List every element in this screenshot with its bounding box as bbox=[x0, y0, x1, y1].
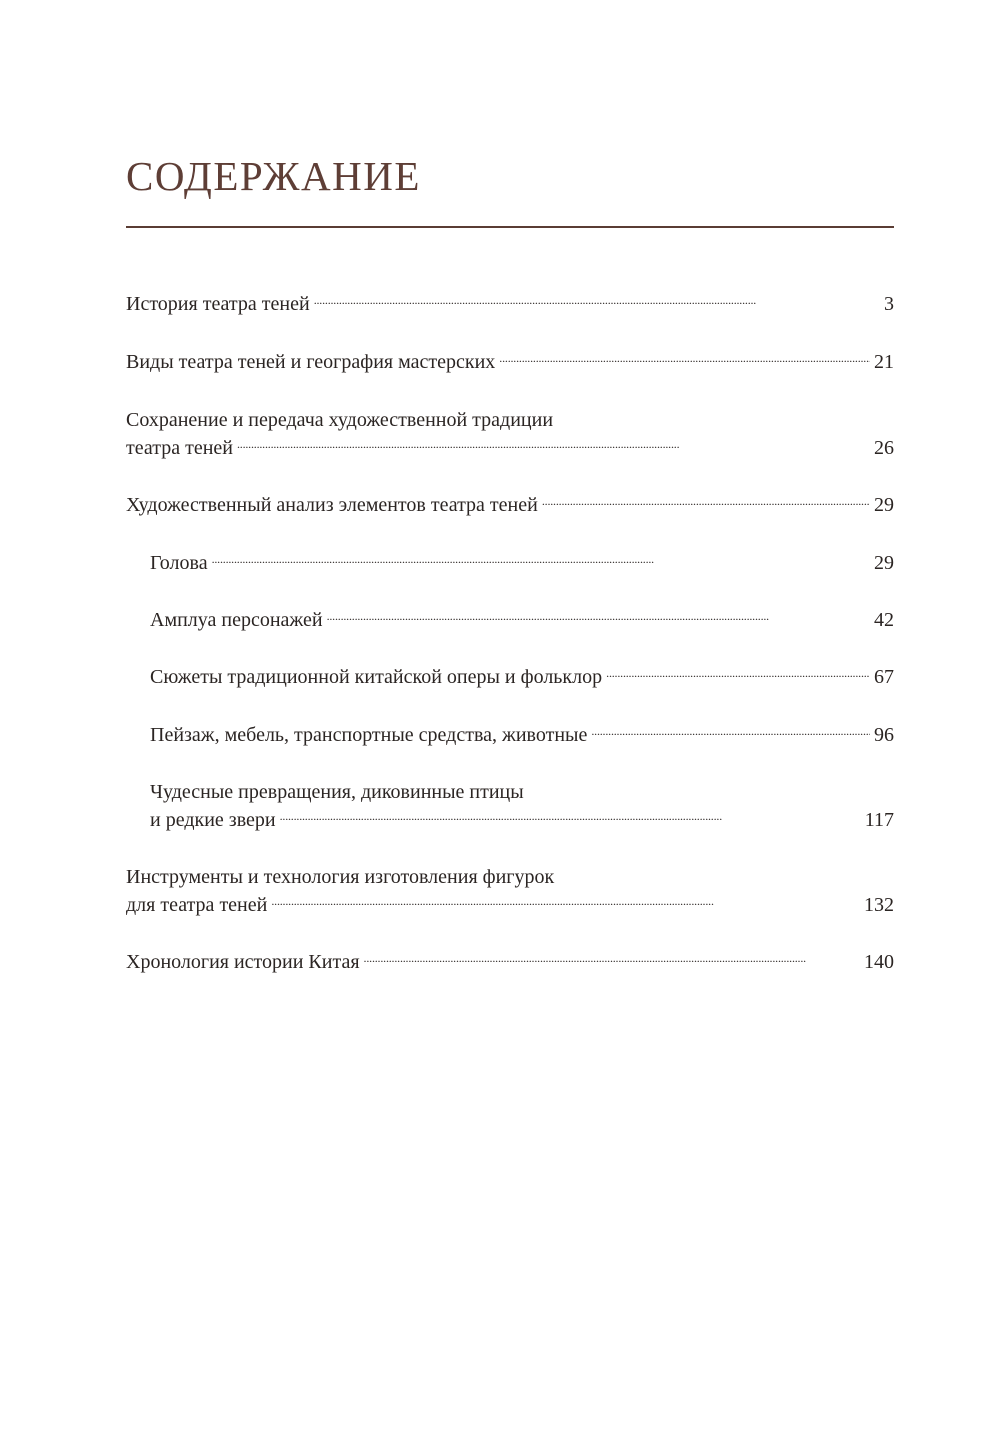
toc-entry-title: театра теней bbox=[126, 437, 233, 459]
dot-leader bbox=[314, 290, 880, 310]
toc-page-number: 96 bbox=[874, 724, 894, 746]
title-rule bbox=[126, 226, 894, 228]
dot-leader bbox=[542, 491, 870, 511]
toc-entry-title: Пейзаж, мебель, транспортные средства, животные bbox=[150, 724, 588, 746]
toc-subentry-roles[interactable] bbox=[150, 606, 894, 634]
toc-page-number: 132 bbox=[864, 894, 894, 916]
toc-entry-types[interactable] bbox=[126, 348, 894, 376]
toc-entry-tools[interactable] bbox=[126, 863, 894, 919]
toc-entry-title-line1: Чудесные превращения, диковинные птицы bbox=[150, 781, 524, 803]
toc-entry-title: для театра теней bbox=[126, 894, 268, 916]
toc-page-number: 67 bbox=[874, 666, 894, 688]
toc-entry-analysis[interactable] bbox=[126, 491, 894, 519]
toc-page-number: 3 bbox=[884, 293, 894, 315]
toc-entry-title: Сюжеты традиционной китайской оперы и фольклор bbox=[150, 666, 603, 688]
toc-page-number: 140 bbox=[864, 951, 894, 973]
dot-leader bbox=[212, 549, 870, 569]
toc-entry-chronology[interactable] bbox=[126, 948, 894, 976]
toc-subentry-landscape[interactable] bbox=[150, 721, 894, 749]
page-title: СОДЕРЖАНИЕ bbox=[126, 153, 421, 199]
dot-leader bbox=[280, 806, 861, 826]
dot-leader bbox=[237, 434, 870, 454]
toc-entry-title: Голова bbox=[150, 552, 208, 574]
toc-page-number: 42 bbox=[874, 609, 894, 631]
toc-page-number: 26 bbox=[874, 437, 894, 459]
toc-subentry-plots[interactable] bbox=[150, 663, 894, 691]
dot-leader bbox=[606, 663, 870, 683]
toc-entry-title-line1: Инструменты и технология изготовления фигурок bbox=[126, 866, 555, 888]
toc-entry-preservation[interactable] bbox=[126, 406, 894, 462]
toc-entry-title-line1: Сохранение и передача художественной традиции bbox=[126, 409, 554, 431]
dot-leader bbox=[591, 721, 870, 741]
toc-page-number: 29 bbox=[874, 494, 894, 516]
dot-leader bbox=[364, 948, 860, 968]
toc-entry-title: и редкие звери bbox=[150, 809, 276, 831]
dot-leader bbox=[327, 606, 870, 626]
toc-subentry-head[interactable] bbox=[150, 549, 894, 577]
toc-subentry-transformations[interactable] bbox=[150, 778, 894, 834]
toc-entry-title: История театра теней bbox=[126, 293, 310, 315]
toc-entry-title: Художественный анализ элементов театра теней bbox=[126, 494, 538, 516]
toc-page-number: 117 bbox=[864, 809, 894, 831]
toc-entry-title: Амплуа персонажей bbox=[150, 609, 323, 631]
toc-entry-title: Хронология истории Китая bbox=[126, 951, 360, 973]
toc-entry-title: Виды театра теней и география мастерских bbox=[126, 351, 496, 373]
toc-page-number: 21 bbox=[874, 351, 894, 373]
dot-leader bbox=[499, 348, 870, 368]
dot-leader bbox=[271, 891, 860, 911]
toc-entry-history[interactable] bbox=[126, 290, 894, 318]
toc-page-number: 29 bbox=[874, 552, 894, 574]
